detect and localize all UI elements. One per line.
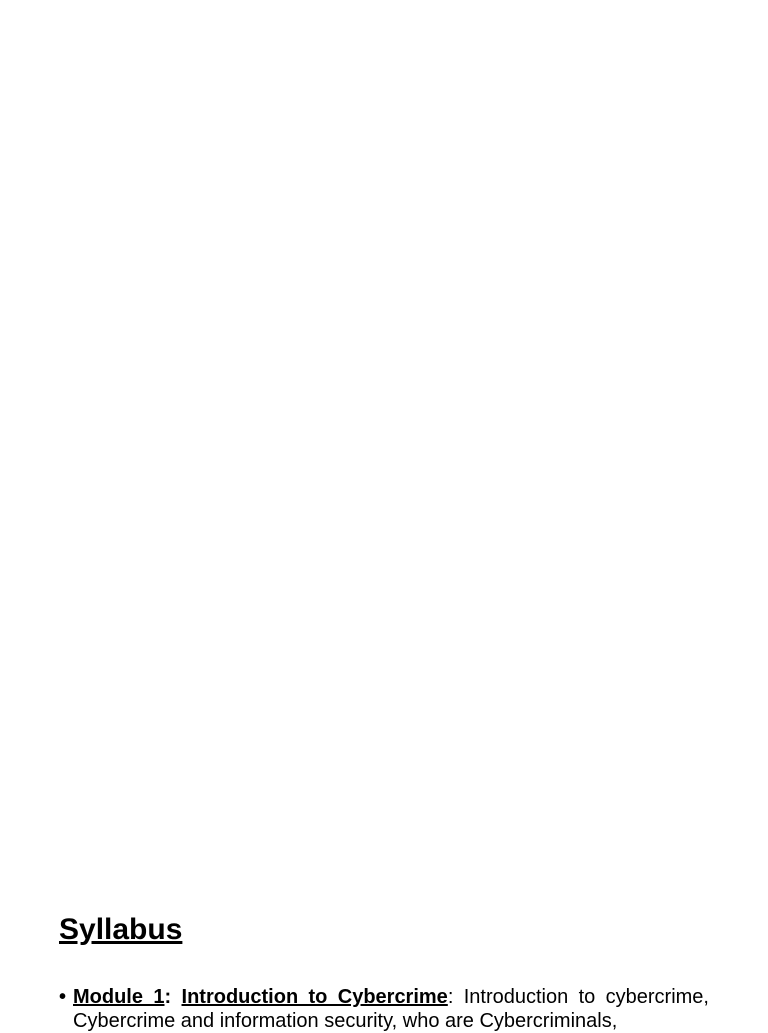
module-label: Module 1 bbox=[73, 986, 165, 1008]
module-description: : Introduction to cybercrime, Cybercrime and information security, who are Cybercriminals, bbox=[73, 986, 709, 1032]
module-title: Introduction to Cybercrime bbox=[181, 986, 448, 1008]
syllabus-item bbox=[59, 985, 709, 1033]
module-colon: : bbox=[164, 986, 172, 1008]
syllabus-heading: Syllabus bbox=[59, 913, 183, 946]
bullet-icon: • bbox=[59, 986, 67, 1008]
